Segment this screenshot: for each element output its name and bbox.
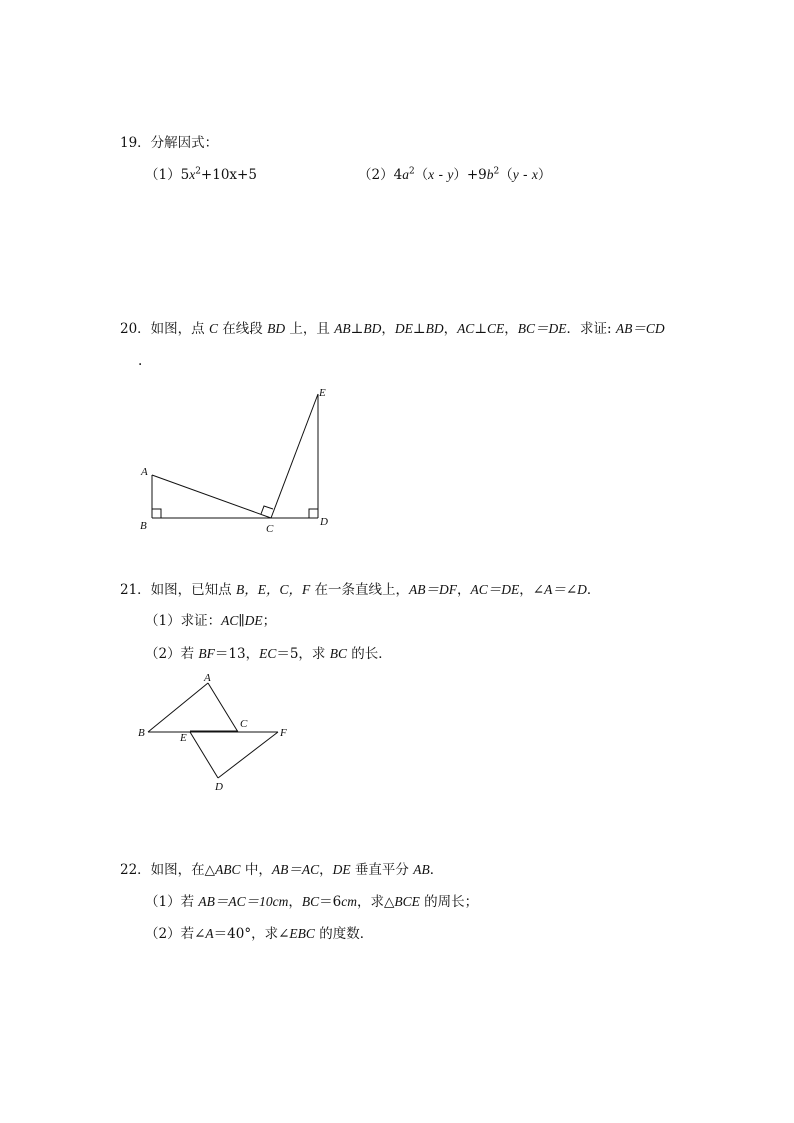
q20-label-e: E (319, 387, 326, 399)
q19-stem: 19．分解因式： (120, 135, 219, 151)
q19-part1: $(1)5x^2+10x+5$ (145, 166, 257, 183)
q21-part2: （2）若 BF＝13，EC＝5，求 BC 的长． (145, 646, 392, 662)
q22-stem: 22．如图，在△ABC 中，AB＝AC，DE 垂直平分 AB． (120, 862, 444, 878)
q22-part1: （1）若 AB＝AC＝10cm，BC＝6cm，求△BCE 的周长； (145, 894, 479, 910)
q21-figure (130, 670, 310, 795)
q22-part2: （2）若∠A＝40°，求∠EBC 的度数． (145, 926, 374, 942)
q20-label-c: C (266, 523, 274, 535)
q20-label-b: B (140, 520, 147, 532)
q20-label-a: A (141, 466, 148, 478)
q21-label-f: F (280, 727, 287, 739)
q20-label-d: D (320, 516, 328, 528)
q21-label-e: E (180, 732, 187, 744)
q19-part2: $(2)4a^2(x - y)+9b^2(y - x)$ (358, 166, 552, 183)
q21-part1: （1）求证：AC∥DE； (145, 613, 277, 629)
q20-stem-dot: . (138, 353, 143, 369)
q21-label-c: C (240, 718, 248, 730)
q20-stem: 20．如图，点 C 在线段 BD 上，且 AB⊥BD，DE⊥BD，AC⊥CE，BC＝DE．求证: AB＝CD (120, 321, 665, 337)
q21-label-a: A (204, 672, 211, 684)
q21-label-d: D (215, 781, 223, 793)
q21-label-b: B (138, 727, 145, 739)
q20-figure (130, 380, 350, 540)
q21-stem: 21．如图，已知点 B，E，C，F 在一条直线上，AB＝DF，AC＝DE，∠A＝∠D． (120, 582, 601, 598)
